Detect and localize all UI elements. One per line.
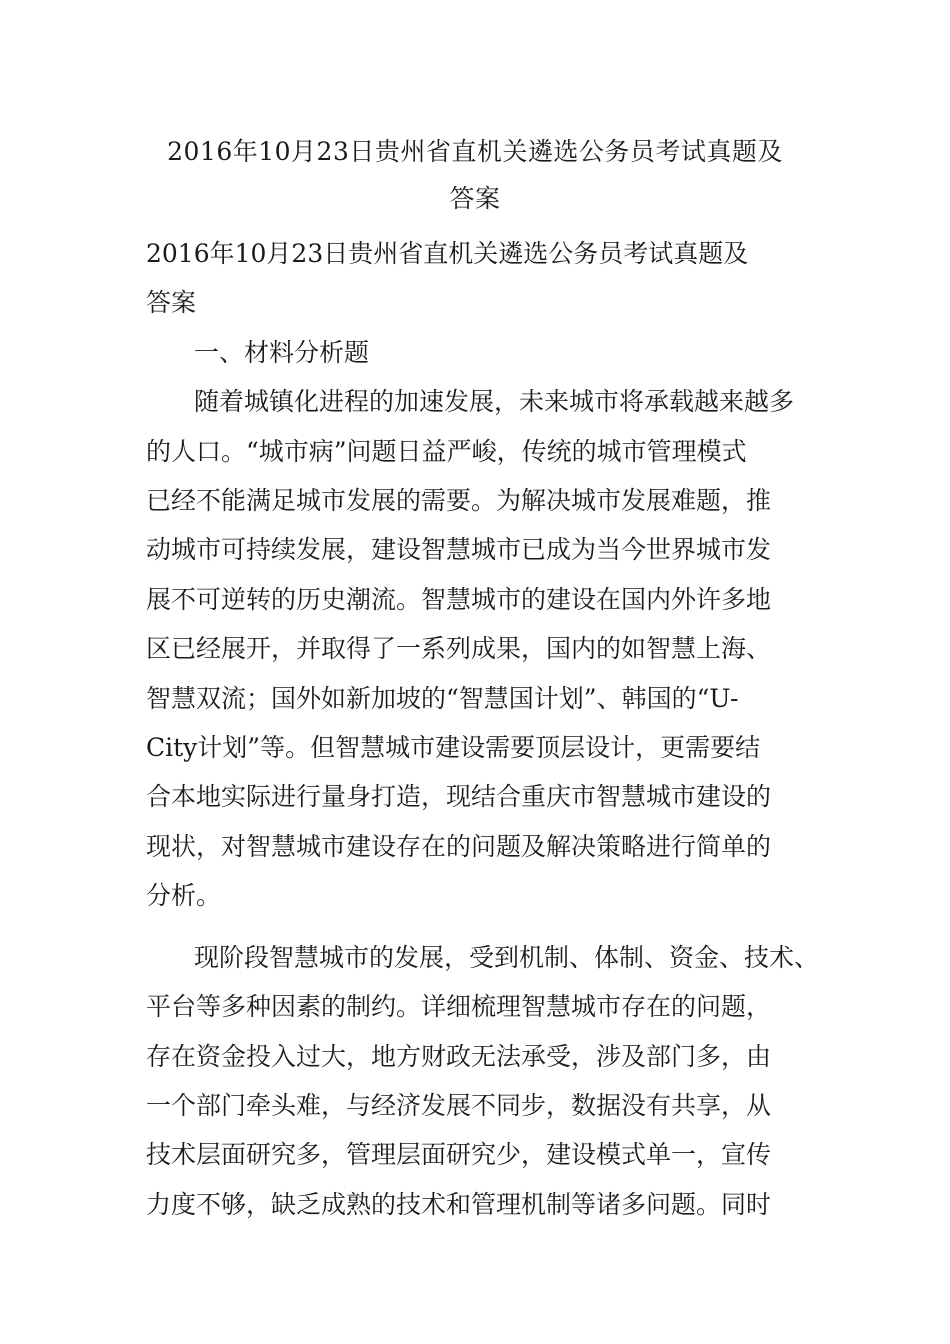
paragraph-line: City计划”等。但智慧城市建设需要顶层设计，更需要结 xyxy=(146,733,761,763)
paragraph-line: 现状，对智慧城市建设存在的问题及解决策略进行简单的 xyxy=(146,831,772,861)
document-body xyxy=(146,229,820,1229)
document-title-line: 2016年10月23日贵州省直机关遴选公务员考试真题及 xyxy=(167,137,783,166)
paragraph-line: 存在资金投入过大，地方财政无法承受，涉及部门多，由 xyxy=(146,1041,772,1071)
repeated-title xyxy=(146,229,810,328)
paragraph-line: 的人口。“城市病”问题日益严峻，传统的城市管理模式 xyxy=(146,436,747,466)
repeated-title-line: 2016年10月23日贵州省直机关遴选公务员考试真题及 xyxy=(146,239,749,268)
document-title-line: 答案 xyxy=(449,184,501,213)
paragraph-line: 区已经展开，并取得了一系列成果，国内的如智慧上海、 xyxy=(146,634,772,664)
paragraph-line: 动城市可持续发展，建设智慧城市已成为当今世界城市发 xyxy=(146,535,772,565)
paragraph-line: 平台等多种因素的制约。详细梳理智慧城市存在的问题， xyxy=(146,992,772,1022)
paragraph-line: 现阶段智慧城市的发展，受到机制、体制、资金、技术、 xyxy=(194,942,820,972)
paragraph-1 xyxy=(146,377,810,920)
paragraph-line: 智慧双流；国外如新加坡的“智慧国计划”、韩国的“U- xyxy=(146,683,739,713)
paragraph-line: 合本地实际进行量身打造，现结合重庆市智慧城市建设的 xyxy=(146,782,772,812)
document-title xyxy=(140,128,810,222)
paragraph-line: 已经不能满足城市发展的需要。为解决城市发展难题，推 xyxy=(146,486,772,516)
paragraph-line: 展不可逆转的历史潮流。智慧城市的建设在国内外许多地 xyxy=(146,584,772,614)
paragraph-line: 一个部门牵头难，与经济发展不同步，数据没有共享，从 xyxy=(146,1090,772,1120)
section-heading: 一、材料分析题 xyxy=(194,337,370,367)
paragraph-line: 技术层面研究多，管理层面研究少，建设模式单一，宣传 xyxy=(146,1140,772,1170)
repeated-title-line: 答案 xyxy=(146,288,197,318)
paragraph-line: 分析。 xyxy=(146,881,222,911)
paragraph-line: 随着城镇化进程的加速发展，未来城市将承载越来越多 xyxy=(194,387,795,417)
paragraph-line: 力度不够，缺乏成熟的技术和管理机制等诸多问题。同时 xyxy=(146,1189,772,1219)
paragraph-2 xyxy=(146,933,820,1229)
